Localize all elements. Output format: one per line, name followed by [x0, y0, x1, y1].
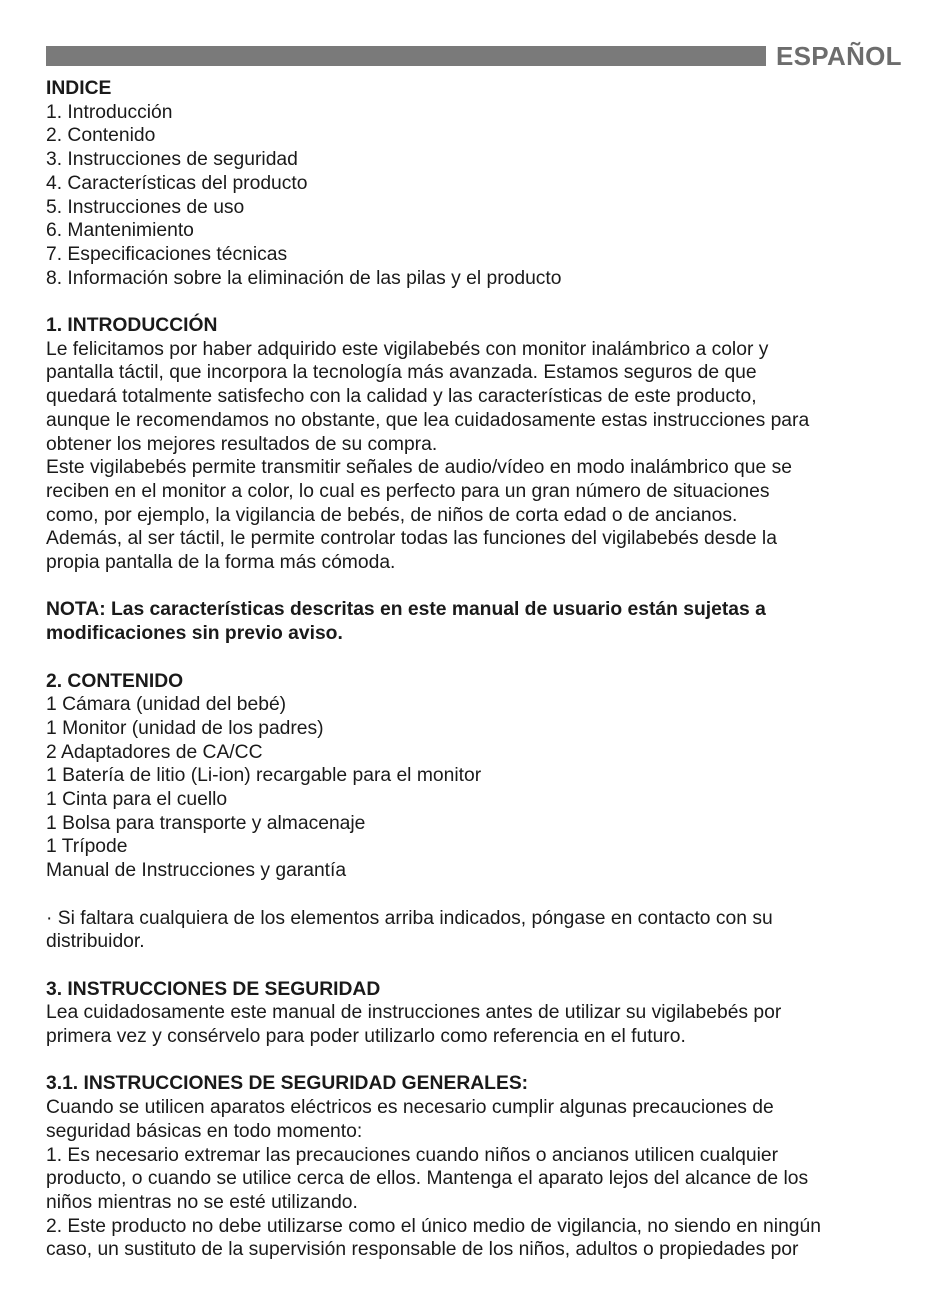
intro-title: 1. INTRODUCCIÓN [46, 315, 218, 337]
intro-line: aunque le recomendamos no obstante, que lea cuidadosamente estas instrucciones para [46, 409, 810, 431]
safety-line: primera vez y consérvelo para poder utilizarlo como referencia en el futuro. [46, 1026, 686, 1048]
general-safety-line: producto, o cuando se utilice cerca de ellos. Mantenga el aparato lejos del alcance de los [46, 1168, 809, 1190]
index-section [46, 77, 916, 290]
index-item: 7. Especificaciones técnicas [46, 243, 288, 265]
general-safety-line: niños mientras no se esté utilizando. [46, 1191, 358, 1213]
safety-title: 3. INSTRUCCIONES DE SEGURIDAD [46, 978, 381, 1000]
index-title: INDICE [46, 78, 112, 99]
note-section [46, 598, 916, 645]
contents-title: 2. CONTENIDO [46, 670, 184, 692]
spacer [46, 1049, 916, 1073]
general-safety-title: 3.1. INSTRUCCIONES DE SEGURIDAD GENERALES: [46, 1073, 529, 1095]
language-label: ESPAÑOL [776, 41, 902, 71]
missing-items-note [46, 907, 916, 954]
index-item: 4. Características del producto [46, 172, 308, 194]
note-line: modificaciones sin previo aviso. [46, 623, 343, 645]
intro-line: Este vigilabebés permite transmitir señales de audio/vídeo en modo inalámbrico que se [46, 457, 792, 479]
index-item: 1. Introducción [46, 101, 173, 123]
contents-item: 2 Adaptadores de CA/CC [46, 741, 263, 763]
general-safety-line: seguridad básicas en todo momento: [46, 1120, 363, 1142]
spacer [46, 575, 916, 599]
index-item: 8. Información sobre la eliminación de las pilas y el producto [46, 267, 562, 289]
contents-item: 1 Cinta para el cuello [46, 789, 228, 811]
intro-line: propia pantalla de la forma más cómoda. [46, 552, 396, 574]
safety-section [46, 978, 916, 1049]
intro-line: Le felicitamos por haber adquirido este vigilabebés con monitor inalámbrico a color y [46, 338, 769, 360]
intro-section [46, 314, 916, 575]
intro-line: quedará totalmente satisfecho con la calidad y las características de este producto, [46, 386, 757, 408]
document-body [46, 77, 916, 1262]
missing-note-line: · Si faltara cualquiera de los elementos arriba indicados, póngase en contacto con su [46, 907, 773, 929]
safety-line: Lea cuidadosamente este manual de instrucciones antes de utilizar su vigilabebés por [46, 1002, 782, 1024]
index-item: 5. Instrucciones de uso [46, 196, 245, 218]
intro-line: reciben en el monitor a color, lo cual es perfecto para un gran número de situaciones [46, 480, 770, 502]
general-safety-line: caso, un sustituto de la supervisión responsable de los niños, adultos o propiedades por [46, 1239, 799, 1261]
index-item: 3. Instrucciones de seguridad [46, 149, 298, 171]
spacer [46, 954, 916, 978]
intro-line: obtener los mejores resultados de su compra. [46, 433, 438, 455]
contents-item: 1 Monitor (unidad de los padres) [46, 717, 324, 739]
contents-section [46, 670, 916, 883]
contents-item: 1 Batería de litio (Li-ion) recargable para el monitor [46, 765, 482, 787]
spacer [46, 646, 916, 670]
intro-line: Además, al ser táctil, le permite controlar todas las funciones del vigilabebés desde la [46, 528, 777, 550]
contents-item: 1 Bolsa para transporte y almacenaje [46, 812, 366, 834]
index-item: 6. Mantenimiento [46, 220, 194, 242]
index-item: 2. Contenido [46, 125, 156, 147]
contents-item: Manual de Instrucciones y garantía [46, 860, 347, 882]
note-line: NOTA: Las características descritas en este manual de usuario están sujetas a [46, 599, 766, 621]
general-safety-line: 1. Es necesario extremar las precauciones cuando niños o ancianos utilicen cualquier [46, 1144, 779, 1166]
spacer [46, 290, 916, 314]
general-safety-section [46, 1072, 916, 1262]
contents-item: 1 Trípode [46, 836, 128, 858]
contents-item: 1 Cámara (unidad del bebé) [46, 694, 287, 716]
header-bar [46, 46, 766, 66]
intro-line: como, por ejemplo, la vigilancia de bebés, de niños de corta edad o de ancianos. [46, 504, 738, 526]
general-safety-line: 2. Este producto no debe utilizarse como el único medio de vigilancia, no siendo en ningún [46, 1215, 821, 1237]
general-safety-line: Cuando se utilicen aparatos eléctricos es necesario cumplir algunas precauciones de [46, 1097, 774, 1119]
spacer [46, 883, 916, 907]
intro-line: pantalla táctil, que incorpora la tecnología más avanzada. Estamos seguros de que [46, 362, 757, 384]
missing-note-line: distribuidor. [46, 931, 145, 953]
